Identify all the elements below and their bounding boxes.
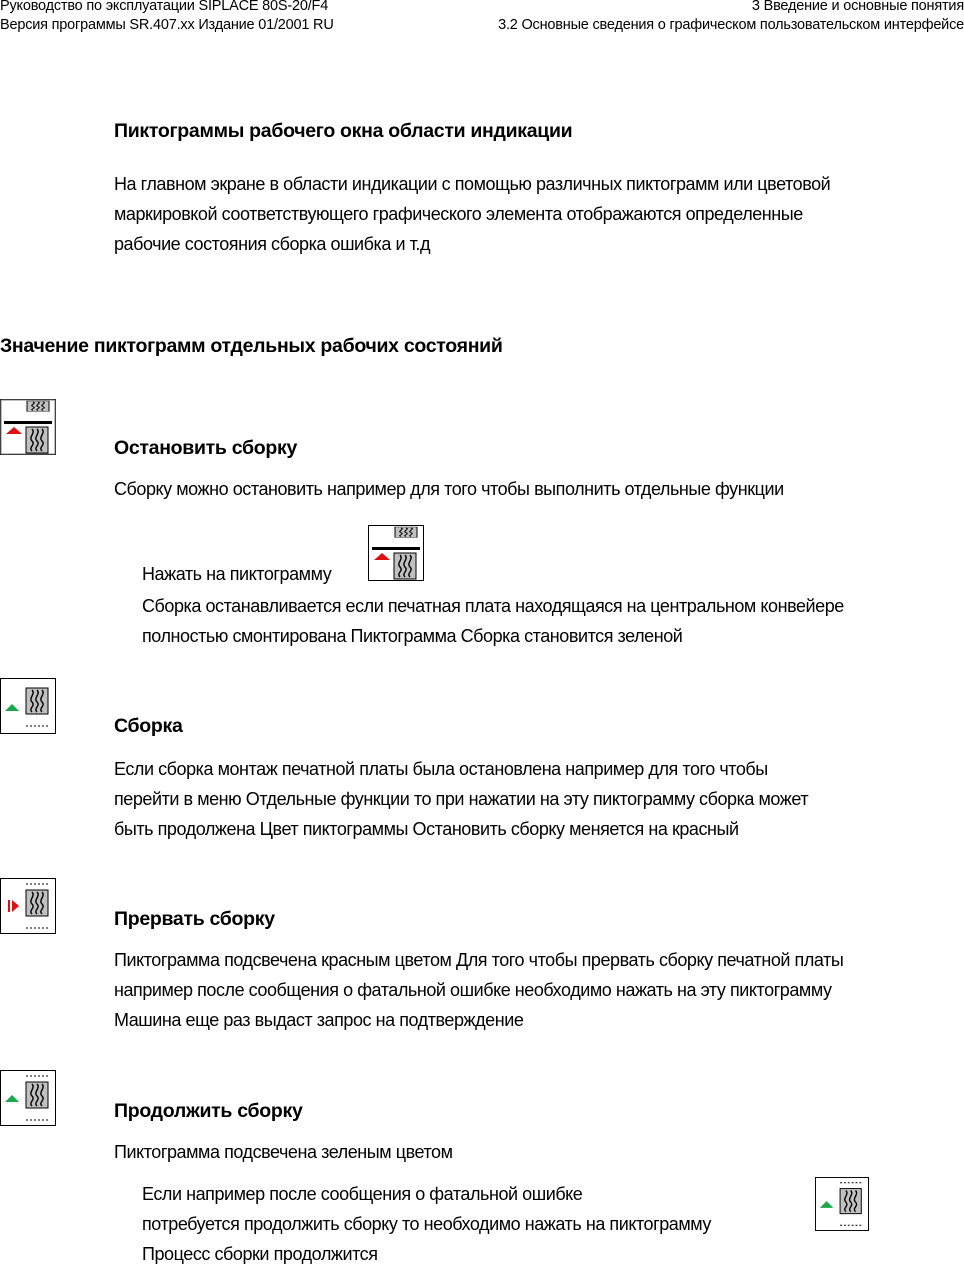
intro-line: маркировкой соответствующего графического элемента отображаются определенные <box>114 203 803 224</box>
intro-line: На главном экране в области индикации с помощью различных пиктограмм или цветовой <box>114 174 831 194</box>
header-version: Версия программы SR.407.xx Издание 01/2001 RU <box>0 17 334 33</box>
text-line: например после сообщения о фатальной ошибке необходимо нажать на эту пиктограмму <box>114 979 832 1000</box>
assembly-text <box>114 755 808 844</box>
intro-line: рабочие состояния сборка ошибка и т.д <box>114 233 431 254</box>
continue-assembly-subtext <box>142 1180 711 1269</box>
stop-assembly-subtext <box>142 592 844 652</box>
continue-assembly-icon[interactable] <box>0 1070 56 1126</box>
stop-assembly-icon-inline[interactable] <box>368 525 424 581</box>
text-line: перейти в меню Отдельные функции то при нажатии на эту пиктограмму сборка может <box>114 788 809 809</box>
abort-assembly-text <box>114 946 843 1035</box>
text-line: Если например после сообщения о фатальной ошибке <box>142 1184 583 1204</box>
press-icon-instruction: Нажать на пиктограмму <box>142 564 332 584</box>
stop-assembly-icon[interactable] <box>0 399 56 455</box>
continue-assembly-title: Продолжить сборку <box>114 1100 303 1122</box>
text-line: быть продолжена Цвет пиктограммы Остановить сборку меняется на красный <box>114 818 739 839</box>
text-line: Сборка останавливается если печатная плата находящаяся на центральном конвейере <box>142 596 844 616</box>
abort-assembly-icon[interactable] <box>0 878 56 934</box>
intro-title: Пиктограммы рабочего окна области индикации <box>114 120 573 142</box>
header-section: 3.2 Основные сведения о графическом пользовательском интерфейсе <box>498 17 964 33</box>
text-line: потребуется продолжить сборку то необходимо нажать на пиктограмму <box>142 1213 711 1234</box>
text-line: Пиктограмма подсвечена зеленым цветом <box>114 1142 453 1162</box>
text-line: Если сборка монтаж печатной платы была остановлена например для того чтобы <box>114 759 768 779</box>
stop-assembly-title: Остановить сборку <box>114 437 297 459</box>
text-line: Машина еще раз выдаст запрос на подтверждение <box>114 1009 524 1030</box>
text-line: полностью смонтирована Пиктограмма Сборка становится зеленой <box>142 625 683 646</box>
header-manual-title: Руководство по эксплуатации SIPLACE 80S-20/F4 <box>0 0 329 14</box>
text-line: Сборку можно остановить например для того чтобы выполнить отдельные функции <box>114 479 784 499</box>
section-title: Значение пиктограмм отдельных рабочих состояний <box>0 335 503 357</box>
continue-assembly-icon-inline[interactable] <box>815 1177 869 1231</box>
header-chapter: 3 Введение и основные понятия <box>751 0 964 14</box>
assembly-title: Сборка <box>114 715 183 737</box>
continue-assembly-text <box>114 1138 453 1168</box>
text-line: Процесс сборки продолжится <box>142 1243 378 1264</box>
abort-assembly-title: Прервать сборку <box>114 908 275 930</box>
text-line: Пиктограмма подсвечена красным цветом Для того чтобы прервать сборку печатной платы <box>114 950 844 970</box>
assembly-icon[interactable] <box>0 678 56 734</box>
stop-assembly-text <box>114 475 784 505</box>
intro-paragraph <box>114 170 830 259</box>
